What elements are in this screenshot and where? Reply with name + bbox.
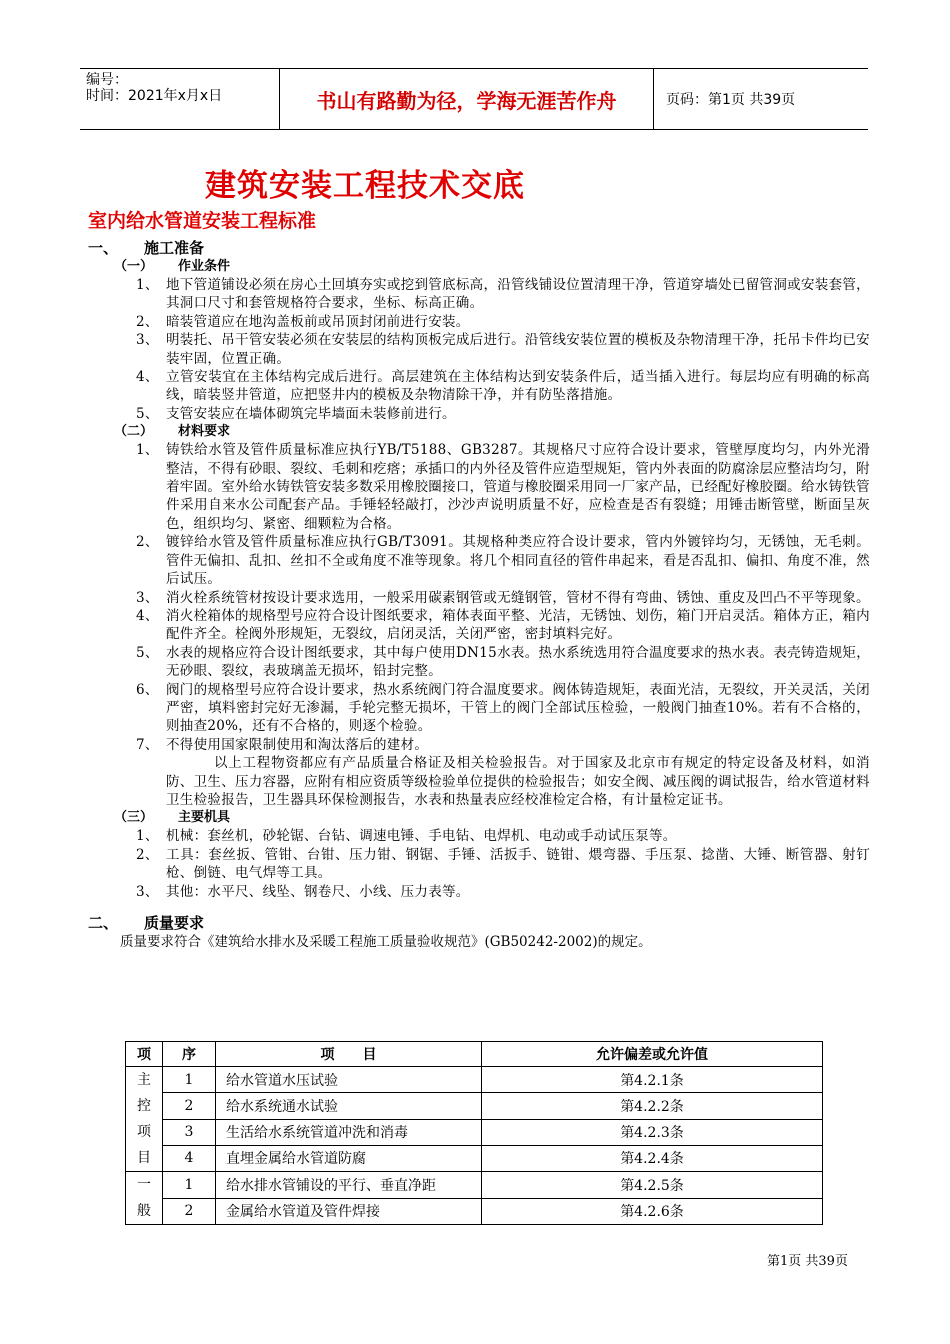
value-cell: 第4.2.4条	[482, 1145, 823, 1171]
list-item-text: 暗装管道应在地沟盖板前或吊顶封闭前进行安装。	[166, 313, 470, 330]
materials-note: 以上工程物资都应有产品质量合格证及相关检验报告。对于国家及北京市有规定的特定设备及材料，如消防、卫生、压力容器，应附有相应资质等级检验单位提供的检验报告；如安全阀、减压阀的调试报告，给水管道材料卫生检验报告，卫生器具环保检测报告，水表和热量表应经校准检定合格，有计量检定证书。	[166, 755, 870, 808]
document-title: 建筑安装工程技术交底	[205, 168, 525, 204]
list-item-text: 铸铁给水管及管件质量标准应执行YB/T5188、GB3287。其规格尺寸应符合设计要求，管壁厚度均匀，内外光滑整洁，不得有砂眼、裂纹、毛刺和疙瘩；承插口的内外径及管件应造型规矩，管内外表面的防腐涂层应整洁均匀，附着牢固。室外给水铸铁管安装多数采用橡胶圈接口，管道与橡胶圈采用同一厂家产品，已经配好橡胶圈。给水铸铁管件采用自来水公司配套产品。手锤轻轻敲打，沙沙声说明质量不好，应检查是否有裂缝；用锤击断管壁，断面呈灰色，组织均匀、紧密、细颗粒为合格。	[166, 442, 870, 532]
header-page-info: 页码：第1页 共39页	[666, 92, 796, 108]
item-cell: 给水系统通水试验	[216, 1093, 482, 1119]
list-item	[88, 607, 870, 644]
list-item-number: 1、	[136, 828, 159, 845]
table-header-cell: 允许偏差或允许值	[482, 1042, 823, 1067]
table-row	[126, 1119, 823, 1145]
seq-cell: 2	[163, 1198, 216, 1225]
item-cell: 直埋金属给水管道防腐	[216, 1145, 482, 1171]
section-heading	[88, 238, 870, 258]
list-item-number: 2、	[136, 534, 159, 551]
table-row	[126, 1198, 823, 1225]
number-label: 编号：	[86, 72, 128, 88]
list-item-text: 机械：套丝机，砂轮锯、台钻、调速电锤、手电钻、电焊机、电动或手动试压泵等。	[166, 828, 677, 845]
subsection-title: 主要机具	[178, 810, 231, 826]
quality-table	[125, 1041, 823, 1225]
seq-cell: 2	[163, 1093, 216, 1119]
section-title: 质量要求	[144, 914, 205, 932]
quality-intro: 质量要求符合《建筑给水排水及采暖工程施工质量验收规范》(GB50242-2002)的规定。	[120, 934, 652, 950]
list-item	[88, 736, 870, 754]
list-item-number: 7、	[136, 736, 159, 753]
list-item	[88, 589, 870, 607]
header-motto: 书山有路勤为径，学海无涯苦作舟	[280, 69, 654, 129]
list-item-number: 2、	[136, 846, 159, 863]
category-label: 一般	[137, 1177, 151, 1219]
list-item-number: 1、	[136, 277, 159, 293]
list-item	[88, 368, 870, 405]
category-cell	[126, 1172, 163, 1225]
item-cell: 给水排水管铺设的平行、垂直净距	[216, 1172, 482, 1199]
section-heading	[88, 913, 870, 933]
page-footer: 第1页 共39页	[767, 1254, 848, 1269]
list-item-number: 2、	[136, 313, 159, 330]
list-item-text: 立管安装宜在主体结构完成后进行。高层建筑在主体结构达到安装条件后，适当插入进行。每层均应有明确的标高线，暗装竖井管道，应把竖井内的模板及杂物清除干净，并有防坠落措施。	[166, 369, 870, 404]
category-label: 主控项目	[137, 1072, 151, 1166]
subsection-title: 材料要求	[178, 424, 231, 440]
header-info	[80, 69, 280, 129]
list-item-text: 镀锌给水管及管件质量标准应执行GB/T3091。其规格种类应符合设计要求，管内外镀锌均匀，无锈蚀，无毛刺。管件无偏扣、乱扣、丝扣不全或角度不准等现象。将几个相同直径的管件串起来，看是否乱扣、偏扣、角度不准，然后试压。	[166, 534, 870, 588]
item-cell: 金属给水管道及管件焊接	[216, 1198, 482, 1225]
list-item-number: 3、	[136, 589, 159, 606]
list-item-text: 消火栓箱体的规格型号应符合设计图纸要求，箱体表面平整、光洁，无锈蚀、划伤，箱门开启灵活。箱体方正，箱内配件齐全。栓阀外形规矩，无裂纹，启闭灵活，关闭严密，密封填料完好。	[166, 607, 870, 643]
table-row	[126, 1067, 823, 1093]
list-item	[88, 533, 870, 588]
subsection-heading	[88, 809, 870, 827]
list-item-text: 水表的规格应符合设计图纸要求，其中每户使用DN15水表。热水系统选用符合温度要求的热水表。表壳铸造规矩，无砂眼、裂纹，表玻璃盖无损坏，铅封完整。	[166, 644, 870, 680]
list-item-number: 5、	[136, 405, 159, 422]
subsection-title: 作业条件	[178, 259, 231, 274]
list-item	[88, 313, 870, 331]
section-title: 施工准备	[144, 239, 205, 257]
list-item	[88, 405, 870, 423]
seq-cell: 4	[163, 1145, 216, 1171]
list-item-number: 4、	[136, 607, 159, 624]
table-header-row	[126, 1042, 823, 1067]
table-header-cell: 项	[126, 1042, 163, 1067]
seq-cell: 1	[163, 1172, 216, 1199]
document-body	[88, 238, 870, 951]
work-conditions-list	[88, 276, 870, 423]
category-cell	[126, 1067, 163, 1172]
value-cell: 第4.2.6条	[482, 1198, 823, 1225]
document-subtitle: 室内给水管道安装工程标准	[88, 210, 317, 232]
list-item	[88, 441, 870, 533]
value-cell: 第4.2.2条	[482, 1093, 823, 1119]
list-item-text: 支管安装应在墙体砌筑完毕墙面未装修前进行。	[166, 405, 456, 422]
section-number: 二、	[88, 914, 119, 932]
list-item-number: 3、	[136, 883, 159, 900]
value-cell: 第4.2.5条	[482, 1172, 823, 1199]
subsection-number: （一）	[114, 259, 154, 274]
list-item-text: 工具：套丝扳、管钳、台钳、压力钳、钢锯、手锤、活扳手、链钳、煨弯器、手压泵、捻凿、大锤、断管器、射钉枪、倒链、电气焊等工具。	[166, 846, 870, 882]
list-item-number: 6、	[136, 681, 159, 698]
table-row	[126, 1093, 823, 1119]
list-item-number: 4、	[136, 369, 159, 386]
item-cell: 生活给水系统管道冲洗和消毒	[216, 1119, 482, 1145]
list-item-number: 3、	[136, 332, 159, 349]
seq-cell: 3	[163, 1119, 216, 1145]
table-header-cell: 序	[163, 1042, 216, 1067]
main-tools-list	[88, 827, 870, 901]
section-number: 一、	[88, 239, 119, 257]
list-item	[88, 883, 870, 901]
list-item	[88, 276, 870, 313]
list-item	[88, 644, 870, 681]
subsection-number: （二）	[114, 424, 154, 440]
list-item-text: 其他：水平尺、线坠、钢卷尺、小线、压力表等。	[166, 883, 470, 900]
subsection-heading	[88, 423, 870, 441]
table-header-cell: 项 目	[216, 1042, 482, 1067]
list-item-number: 1、	[136, 442, 159, 459]
table-row	[126, 1145, 823, 1171]
item-cell: 给水管道水压试验	[216, 1067, 482, 1093]
value-cell: 第4.2.3条	[482, 1119, 823, 1145]
list-item	[88, 681, 870, 736]
page-header	[80, 68, 868, 130]
list-item-text: 地下管道铺设必须在房心土回填夯实或挖到管底标高，沿管线铺设位置清理干净，管道穿墙处已留管洞或安装套管，其洞口尺寸和套管规格符合要求，坐标、标高正确。	[166, 277, 870, 312]
list-item	[88, 846, 870, 883]
list-item	[88, 827, 870, 845]
list-item-number: 5、	[136, 644, 159, 661]
subsection-number: （三）	[114, 810, 154, 826]
table-row	[126, 1172, 823, 1199]
list-item-text: 阀门的规格型号应符合设计要求，热水系统阀门符合温度要求。阀体铸造规矩，表面光洁，无裂纹，开关灵活，关闭严密，填料密封完好无渗漏，手轮完整无损坏，干管上的阀门全部试压检验，一般阀门抽查10%。若有不合格的，则抽查20%，还有不合格的，则逐个检验。	[166, 681, 870, 735]
seq-cell: 1	[163, 1067, 216, 1093]
subsection-heading	[88, 258, 870, 276]
list-item-text: 不得使用国家限制使用和淘汰落后的建材。	[166, 736, 429, 753]
value-cell: 第4.2.1条	[482, 1067, 823, 1093]
list-item	[88, 331, 870, 368]
material-requirements-list	[88, 441, 870, 754]
list-item-text: 消火栓系统管材按设计要求选用，一般采用碳素钢管或无缝钢管，管材不得有弯曲、锈蚀、重皮及凹凸不平等现象。	[166, 589, 870, 606]
list-item-text: 明装托、吊干管安装必须在安装层的结构顶板完成后进行。沿管线安装位置的模板及杂物清理干净，托吊卡件均已安装牢固，位置正确。	[166, 332, 870, 367]
time-label: 时间：2021年x月x日	[86, 88, 223, 104]
